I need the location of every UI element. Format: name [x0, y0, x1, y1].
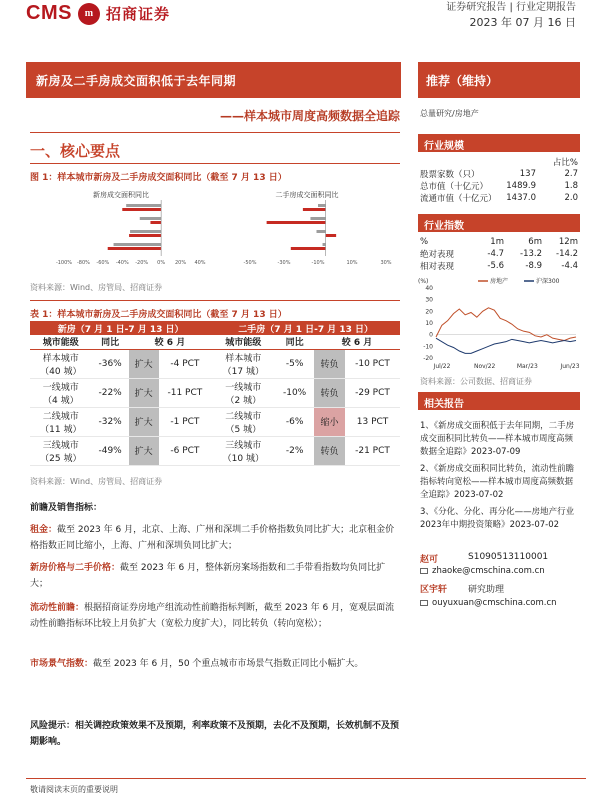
bar — [291, 247, 326, 250]
table-divider — [30, 300, 400, 301]
bar — [316, 230, 325, 233]
risk-warning: 风险提示：相关调控政策效果不及预期，利率政策不及预期，去化不及预期，长效机制不及预期影响。 — [30, 721, 400, 747]
legend-label: 沪深300 — [536, 278, 560, 285]
rating-box: 推荐（维持） — [418, 62, 580, 98]
city-cell: 二线城市 （5 城） — [211, 407, 275, 436]
industry-share: 2.0 — [564, 193, 578, 203]
delta-cell: -1 PCT — [159, 407, 212, 436]
related-report-link[interactable]: 2、《新房成交面积同比转负，流动性前瞻指标转向宽松——样本城市周度高频数据全追踪》2023-07-02 — [420, 464, 575, 500]
industry-size-table — [420, 156, 578, 204]
logo-mark-icon: m — [78, 3, 100, 25]
table-band-new: 新房（7 月 1 日-7 月 13 日） — [30, 321, 211, 335]
bar — [129, 234, 161, 237]
para-rent-label: 租金： — [30, 525, 58, 535]
yoy-cell: -6% — [275, 407, 314, 436]
perf-1m: -5.6 — [487, 261, 504, 271]
industry-size-box: 行业规模 — [418, 134, 580, 152]
para-market-label: 市场景气指数： — [30, 659, 94, 669]
yoy-cell: -49% — [92, 436, 129, 465]
analyst-2-email[interactable]: ouyuxuan@cmschina.com.cn — [432, 598, 557, 608]
industry-share: 1.8 — [564, 181, 578, 191]
section-heading: 一、核心要点 — [30, 142, 121, 160]
y-tick-label: -20 — [423, 355, 433, 362]
industry-category: 总量研究/房地产 — [420, 109, 479, 118]
resale-chart — [222, 190, 392, 272]
col-header: 城市能级 — [30, 335, 92, 349]
yoy-cell: -5% — [275, 349, 314, 378]
industry-value: 1437.0 — [506, 193, 536, 203]
city-cell: 三线城市 （10 城） — [211, 436, 275, 465]
report-type: 证券研究报告 | 行业定期报告 — [446, 2, 576, 13]
report-date: 2023 年 07 月 16 日 — [469, 16, 576, 29]
city-cell: 样本城市 （17 城） — [211, 349, 275, 378]
figure1-title: 图 1：样本城市新房及二手房成交面积同比（截至 7 月 13 日） — [30, 173, 287, 183]
city-cell: 一线城市 （2 城） — [211, 378, 275, 407]
tick-label: -80% — [76, 260, 90, 266]
body-lead: 前瞻及销售指标： — [30, 503, 103, 513]
table1-source: 资料来源：Wind、房管局、招商证券 — [30, 477, 163, 486]
col-header: 同比 — [275, 335, 314, 349]
analyst-1-contact — [420, 566, 545, 576]
industry-value: 1489.9 — [506, 181, 536, 191]
perf-header: 6m — [528, 237, 542, 247]
bar — [114, 243, 162, 246]
related-reports-box: 相关报告 — [418, 392, 580, 410]
perf-label: 相对表现 — [420, 262, 455, 272]
city-yoy-table — [30, 321, 400, 466]
trend-cell: 扩大 — [129, 378, 159, 407]
analyst-2-role: 研究助理 — [468, 585, 505, 595]
table-row — [30, 436, 400, 465]
analyst-1-email[interactable]: zhaoke@cmschina.com.cn — [432, 566, 545, 576]
perf-header: 1m — [490, 237, 504, 247]
tick-label: 0% — [157, 260, 166, 266]
y-tick-label: 20 — [425, 308, 433, 316]
perf-6m: -8.9 — [525, 261, 542, 271]
delta-cell: -11 PCT — [159, 378, 212, 407]
city-cell: 三线城市 （25 城） — [30, 436, 92, 465]
tick-label: 30% — [380, 260, 392, 266]
table-row — [30, 407, 400, 436]
figure1-source: 资料来源：Wind、房管局、招商证券 — [30, 283, 163, 292]
new-home-chart-title: 新房成交面积同比 — [93, 191, 149, 199]
y-tick-label: 30 — [425, 296, 433, 304]
yoy-cell: -2% — [275, 436, 314, 465]
delta-cell: -21 PCT — [345, 436, 400, 465]
perf-row — [420, 260, 578, 272]
footer-divider — [26, 778, 586, 779]
para-price — [30, 560, 402, 592]
resale-chart-title: 二手房成交面积同比 — [275, 191, 339, 199]
tick-label: 20% — [175, 260, 187, 266]
tick-label: 10% — [346, 260, 358, 266]
report-title: 新房及二手房成交面积低于去年同期 — [36, 74, 237, 88]
para-price-text: 截至 2023 年 6 月，整体新房案场指数和二手带看指数均负同比扩大； — [30, 563, 386, 589]
perf-header: 12m — [558, 237, 578, 247]
industry-label: 流通市值（十亿元） — [420, 194, 497, 204]
figure-divider — [30, 163, 400, 164]
yoy-cell: -22% — [92, 378, 129, 407]
analyst-2 — [420, 582, 578, 595]
company-logo — [26, 2, 170, 25]
yoy-cell: -36% — [92, 349, 129, 378]
tick-label: -20% — [135, 260, 149, 266]
col-header: 同比 — [92, 335, 129, 349]
trend-cell: 缩小 — [314, 407, 345, 436]
y-tick-label: 10 — [425, 320, 433, 327]
delta-cell: -29 PCT — [345, 378, 400, 407]
x-tick-label: Nov/22 — [473, 363, 496, 370]
col-header: 较 6 月 — [314, 335, 400, 349]
city-cell: 一线城市 （4 城） — [30, 378, 92, 407]
analyst-2-contact — [420, 598, 557, 608]
legend-label: 房地产 — [490, 278, 509, 285]
para-market — [30, 656, 402, 672]
page-header — [0, 0, 600, 40]
para-liquidity-label: 流动性前瞻： — [30, 603, 85, 613]
bar — [108, 247, 161, 250]
para-price-label: 新房价格与二手价格： — [30, 563, 121, 573]
trend-cell: 转负 — [314, 436, 345, 465]
para-liquidity-text: 根据招商证券房地产组流动性前瞻指标判断，截至 2023 年 6 月，宽观层面流动性前瞻指标环比较上月负扩大（宽松力度扩大），同比转负（转向宽松）； — [30, 603, 395, 629]
perf-6m: -13.2 — [520, 249, 542, 259]
new-home-bars — [36, 200, 206, 272]
trend-cell: 转负 — [314, 349, 345, 378]
perf-row — [420, 248, 578, 260]
bar — [130, 230, 161, 233]
table-band-resale: 二手房（7 月 1 日-7 月 13 日） — [211, 321, 400, 335]
x-tick-label: Mar/23 — [516, 363, 538, 370]
bar — [323, 243, 326, 246]
industry-share: 2.7 — [564, 169, 578, 179]
bar — [310, 217, 325, 220]
index-chart-source: 资料来源：公司数据、招商证券 — [420, 377, 532, 386]
y-tick-label: -10 — [423, 343, 433, 351]
tick-label: -100% — [55, 260, 73, 266]
related-reports-list — [420, 420, 578, 536]
delta-cell: 13 PCT — [345, 407, 400, 436]
trend-cell: 扩大 — [129, 436, 159, 465]
x-tick-label: Jul/22 — [433, 363, 451, 370]
bar — [150, 221, 161, 224]
bar — [122, 208, 161, 211]
tick-label: -30% — [277, 260, 291, 266]
new-home-chart — [36, 190, 206, 272]
y-unit: (%) — [418, 278, 429, 285]
col-header: 较 6 月 — [129, 335, 212, 349]
trend-cell: 转负 — [314, 378, 345, 407]
logo-cn-text: 招商证券 — [105, 5, 170, 23]
x-tick-label: Jun/23 — [560, 363, 580, 370]
industry-label: 总市值（十亿元） — [420, 182, 489, 192]
tick-label: -40% — [115, 260, 129, 266]
bar — [267, 221, 326, 224]
index-line-chart — [418, 276, 580, 374]
y-tick-label: 40 — [425, 285, 433, 292]
city-cell: 样本城市 （40 城） — [30, 349, 92, 378]
section-divider — [30, 132, 400, 133]
analyst-2-name: 区宇轩 — [420, 585, 448, 595]
share-header: 占比% — [552, 158, 578, 168]
delta-cell: -10 PCT — [345, 349, 400, 378]
index-perf-table — [420, 236, 578, 272]
related-report-link[interactable]: 1、《新房成交面积低于去年同期，二手房成交面积同比转负——样本城市周度高频数据全追踪》2023-07-09 — [420, 421, 575, 457]
perf-12m: -4.4 — [561, 261, 578, 271]
tick-label: -10% — [311, 260, 325, 266]
title-band — [26, 62, 401, 98]
para-liquidity — [30, 600, 402, 632]
industry-row — [420, 180, 578, 192]
col-header: 城市能级 — [211, 335, 275, 349]
tick-label: -50% — [243, 260, 257, 266]
resale-bars — [222, 200, 392, 272]
analyst-1-name: 赵可 — [420, 555, 439, 565]
trend-cell: 扩大 — [129, 349, 159, 378]
bar — [140, 217, 161, 220]
perf-1m: -4.7 — [487, 249, 504, 259]
report-subtitle: ——样本城市周度高频数据全追踪 — [219, 109, 400, 123]
industry-index-box: 行业指数 — [418, 214, 580, 232]
analyst-1 — [420, 552, 578, 565]
industry-value: 137 — [519, 169, 536, 179]
delta-cell: -6 PCT — [159, 436, 212, 465]
table1-title: 表 1：样本城市新房及二手房成交面积同比（截至 7 月 13 日） — [30, 310, 287, 320]
para-market-text: 截至 2023 年 6 月，50 个重点城市市场景气指数正同比小幅扩大。 — [93, 659, 364, 669]
yoy-cell: -10% — [275, 378, 314, 407]
related-report-link[interactable]: 3、《分化、分化、再分化——房地产行业2023年中期投资策略》2023-07-02 — [420, 507, 575, 530]
report-meta — [446, 0, 576, 30]
trend-cell: 扩大 — [129, 407, 159, 436]
bar — [303, 208, 326, 211]
delta-cell: -4 PCT — [159, 349, 212, 378]
footer-note: 敬请阅读末页的重要说明 — [30, 785, 118, 794]
industry-row — [420, 192, 578, 204]
series-line — [436, 338, 576, 353]
perf-12m: -14.2 — [556, 249, 578, 259]
series-line — [436, 308, 576, 341]
industry-label: 股票家数（只） — [420, 170, 480, 180]
bar — [318, 204, 326, 207]
bar — [326, 234, 337, 237]
para-rent-text: 截至 2023 年 6 月，北京、上海、广州和深圳二手价格指数负同比扩大；北京租金价格指数正同比缩小，上海、广州和深圳负同比扩大； — [30, 525, 395, 551]
mail-icon — [420, 568, 428, 574]
perf-header: % — [420, 237, 429, 247]
analyst-1-id: S1090513110001 — [468, 552, 549, 562]
city-cell: 二线城市 （11 城） — [30, 407, 92, 436]
bar — [126, 204, 161, 207]
y-tick-label: 0 — [429, 331, 433, 339]
tick-label: 40% — [194, 260, 206, 266]
logo-text: CMS — [26, 2, 72, 24]
table-row — [30, 378, 400, 407]
industry-row — [420, 168, 578, 180]
mail-icon — [420, 600, 428, 606]
yoy-cell: -32% — [92, 407, 129, 436]
tick-label: -60% — [96, 260, 110, 266]
table-row — [30, 349, 400, 378]
para-rent — [30, 522, 402, 554]
perf-label: 绝对表现 — [420, 250, 455, 260]
